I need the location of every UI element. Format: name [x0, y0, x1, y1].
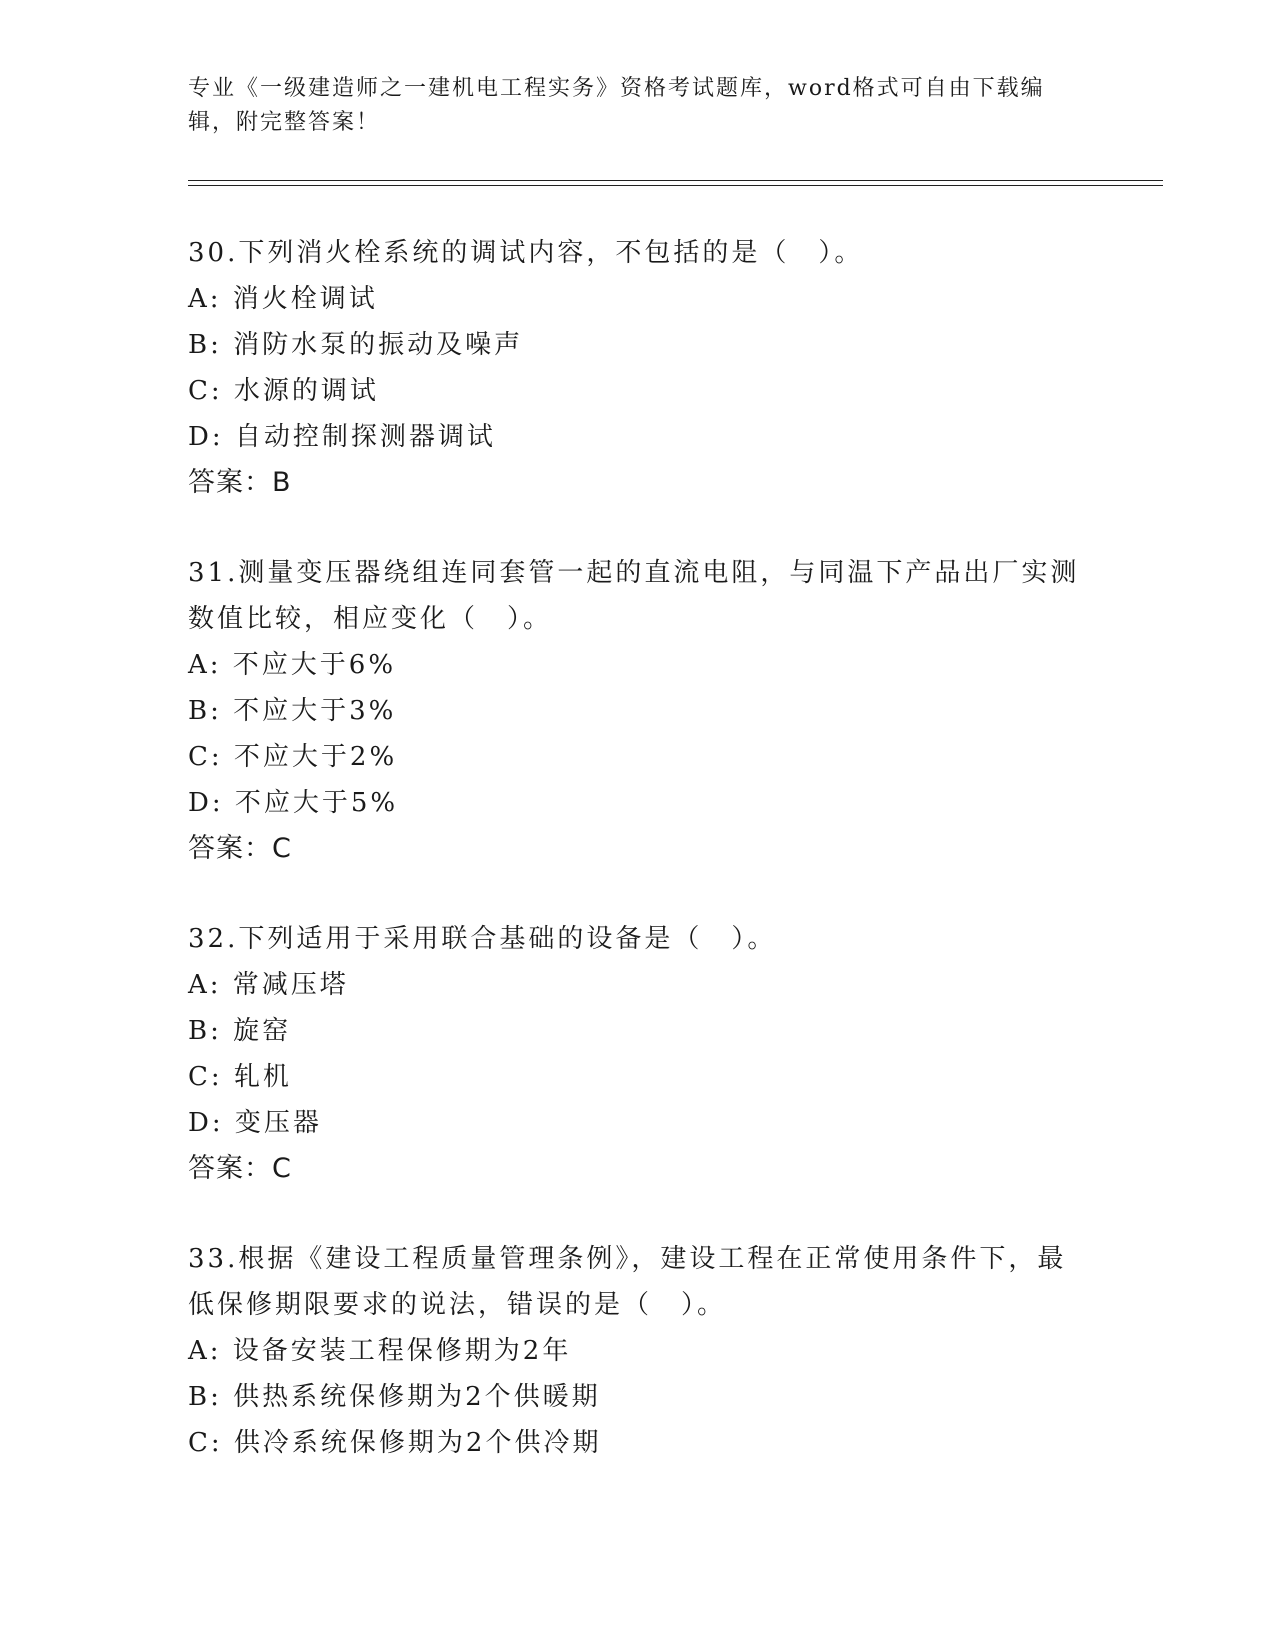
answer-line: 答案：B [188, 467, 292, 498]
option-d: D: 变压器 [188, 1108, 322, 1138]
question-stem: 32.下列适用于采用联合基础的设备是（ ）。 [188, 924, 777, 954]
option-a: A: 常减压塔 [188, 970, 349, 1000]
question-stem: 30.下列消火栓系统的调试内容，不包括的是（ ）。 [188, 238, 864, 268]
question-list [188, 230, 1088, 1510]
header-divider-bottom [188, 185, 1163, 186]
option-c: C: 水源的调试 [188, 376, 379, 406]
option-a: A: 设备安装工程保修期为2年 [188, 1336, 572, 1366]
question-30 [188, 230, 1088, 506]
question-32 [188, 916, 1088, 1192]
option-d: D: 自动控制探测器调试 [188, 422, 496, 452]
question-stem: 33.根据《建设工程质量管理条例》，建设工程在正常使用条件下，最低保修期限要求的说法，错误的是（ ）。 [188, 1244, 1067, 1320]
option-b: B: 供热系统保修期为2个供暖期 [188, 1382, 601, 1412]
answer-line: 答案：C [188, 833, 292, 864]
option-b: B: 旋窑 [188, 1016, 292, 1046]
question-31 [188, 550, 1088, 872]
option-b: B: 不应大于3% [188, 696, 397, 726]
document-header: 专业《一级建造师之一建机电工程实务》资格考试题库，word格式可自由下载编辑，附完整答案！ [188, 76, 1045, 135]
option-a: A: 不应大于6% [188, 650, 397, 680]
option-d: D: 不应大于5% [188, 788, 399, 818]
header-divider-top [188, 180, 1163, 181]
option-b: B: 消防水泵的振动及噪声 [188, 330, 524, 360]
option-a: A: 消火栓调试 [188, 284, 378, 314]
option-c: C: 供冷系统保修期为2个供冷期 [188, 1428, 602, 1458]
option-c: C: 不应大于2% [188, 742, 398, 772]
answer-line: 答案：C [188, 1153, 292, 1184]
question-stem: 31.测量变压器绕组连同套管一起的直流电阻，与同温下产品出厂实测数值比较，相应变化（ ）。 [188, 558, 1080, 634]
question-33 [188, 1236, 1088, 1466]
option-c: C: 轧机 [188, 1062, 292, 1092]
